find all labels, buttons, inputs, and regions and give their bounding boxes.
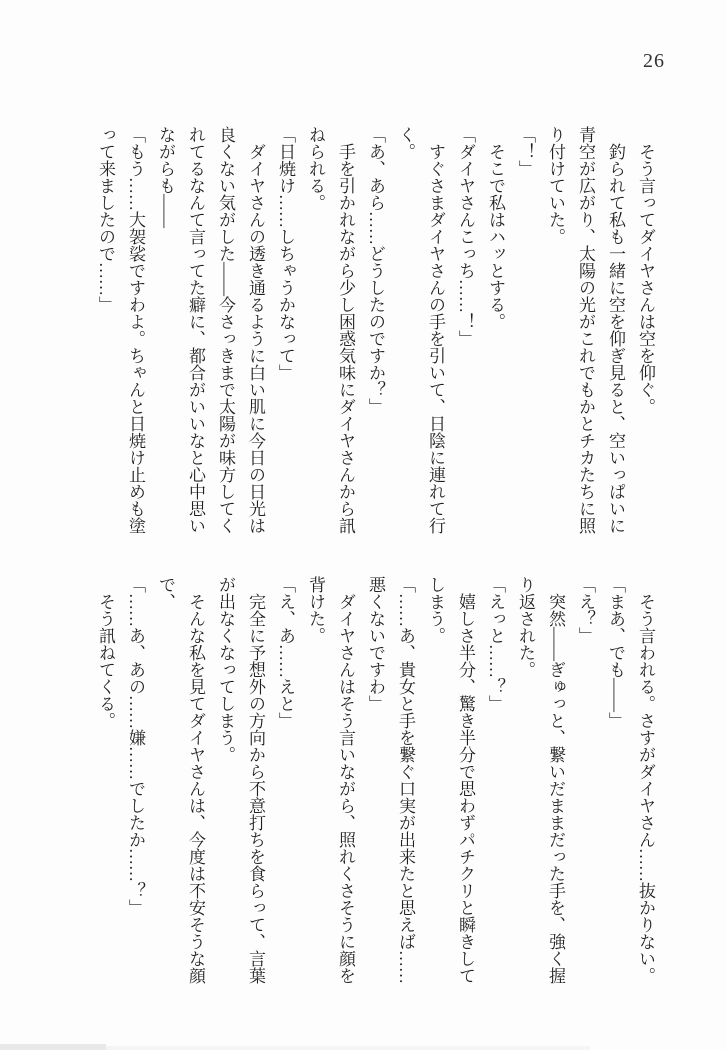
paragraph-narrative: そう言われる。さすがダイヤさん……抜かりない。 xyxy=(636,593,655,984)
paragraph-dialogue: 「え、あ……えと」 xyxy=(276,576,295,729)
paragraph-dialogue: 「……あ、貴女と手を繋ぐ口実が出来たと思えば……悪くないですわ」 xyxy=(366,576,415,984)
paragraph-narrative: ダイヤさんの透き通るように白い肌に今日の日光は良くない気がした――今さっきまで太陽が味方してくれてるなんて言ってた癖に、都合がいいなと心中思いながらも―― xyxy=(156,126,265,534)
paragraph-dialogue: 「もう……大袈裟ですわよ。ちゃんと日焼け止めも塗って来ましたので……」 xyxy=(96,126,145,534)
paragraph-dialogue: 「ダイヤさんこっち……！」 xyxy=(456,126,475,347)
paragraph-dialogue: 「日焼け……しちゃうかなって」 xyxy=(276,126,295,381)
paragraph-dialogue: 「……あ、あの……嫌……でしたか……？」 xyxy=(126,576,145,916)
page-number: 26 xyxy=(643,50,665,72)
paragraph-dialogue: 「まあ、でも――」 xyxy=(606,576,625,729)
paragraph-narrative: そう訊ねてくる。 xyxy=(96,593,115,729)
paragraph-narrative: 完全に予想外の方向から不意打ちを食らって、言葉が出なくなってしまう。 xyxy=(216,576,265,984)
paragraph-dialogue: 「あ、あら……どうしたのですか？」 xyxy=(366,126,385,415)
paragraph-dialogue: 「え？」 xyxy=(576,576,595,644)
paragraph-narrative: すぐさまダイヤさんの手を引いて、日陰に連れて行く。 xyxy=(396,126,445,534)
paragraph-narrative: 嬉しさ半分、驚き半分で思わずパチクリと瞬きしてしまう。 xyxy=(426,576,475,984)
text-block-top xyxy=(90,126,660,538)
scan-edge-shadow xyxy=(0,1044,106,1050)
paragraph-dialogue: 「！」 xyxy=(516,126,535,177)
paragraph-narrative: そう言ってダイヤさんは空を仰ぐ。 xyxy=(636,143,655,415)
paragraph-narrative: そんな私を見てダイヤさんは、今度は不安そうな顔で、 xyxy=(156,576,205,984)
paragraph-narrative: 手を引かれながら少し困惑気味にダイヤさんから訊ねられる。 xyxy=(306,126,355,534)
scan-edge-light xyxy=(0,1046,590,1050)
paragraph-narrative: そこで私はハッとする。 xyxy=(486,143,505,330)
paragraph-dialogue: 「えっと……？」 xyxy=(486,576,505,712)
paragraph-narrative: ダイヤさんはそう言いながら、照れくさそうに顔を背けた。 xyxy=(306,576,355,984)
paragraph-narrative: 釣られて私も一緒に空を仰ぎ見ると、空いっぱいに青空が広がり、太陽の光がこれでもかとチカたちに照り付けていた。 xyxy=(546,126,625,534)
text-block-bottom xyxy=(90,576,660,988)
paragraph-narrative: 突然――ぎゅっと、繋いだままだった手を、強く握り返された。 xyxy=(516,576,565,984)
